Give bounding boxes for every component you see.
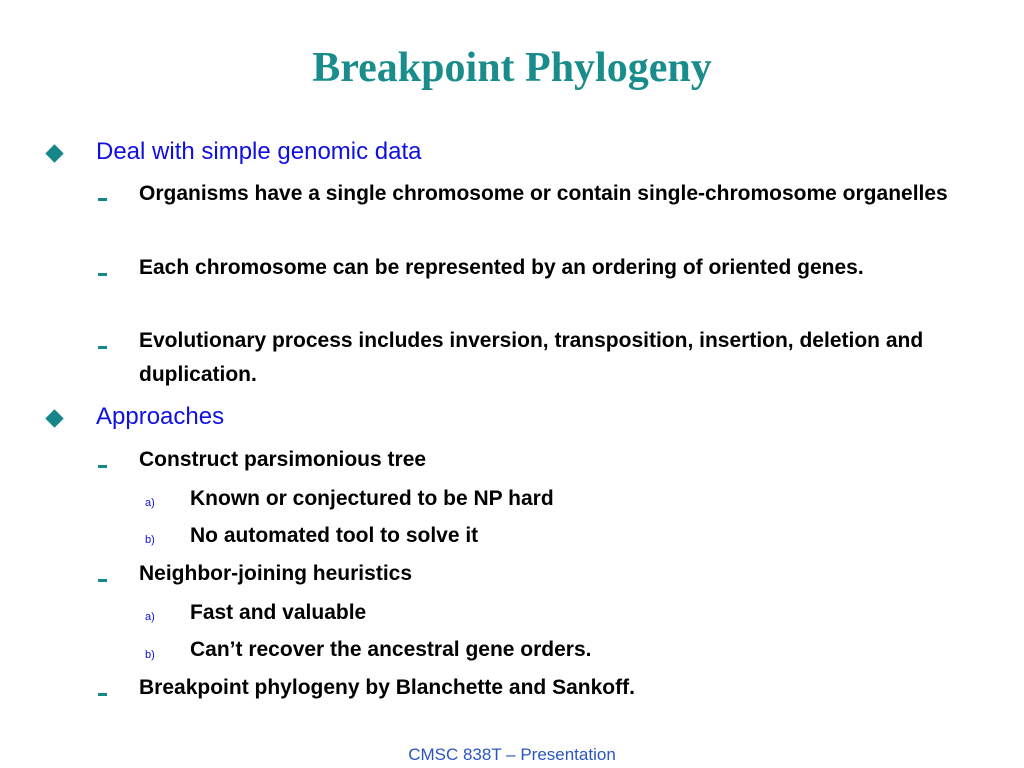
slide-footer: CMSC 838T – Presentation	[408, 745, 616, 764]
bullet-item: Breakpoint phylogeny by Blanchette and Sankoff.	[139, 676, 635, 699]
bullet-item: Neighbor-joining heuristics	[139, 562, 413, 585]
dash-icon	[98, 465, 107, 468]
dash-icon	[98, 579, 107, 582]
diamond-icon	[45, 144, 63, 162]
dash-icon	[98, 198, 107, 201]
sub-bullet-item: No automated tool to solve it	[190, 524, 479, 547]
section-heading: Approaches	[96, 403, 225, 430]
sub-bullet-item: Can’t recover the ancestral gene orders.	[190, 638, 592, 661]
diamond-icon	[45, 409, 63, 427]
slide-title: Breakpoint Phylogeny	[312, 45, 712, 91]
bullet-item: Organisms have a single chromosome or contain single-chromosome organelles	[139, 182, 948, 205]
list-marker: a)	[145, 611, 155, 623]
list-marker: b)	[145, 534, 155, 546]
sub-bullet-item: Fast and valuable	[190, 601, 367, 624]
dash-icon	[98, 693, 107, 696]
dash-icon	[98, 346, 107, 349]
list-marker: b)	[145, 649, 155, 661]
section-heading: Deal with simple genomic data	[96, 138, 422, 165]
bullet-item: Evolutionary process includes inversion, transposition, insertion, deletion and duplication.	[139, 329, 924, 386]
list-marker: a)	[145, 497, 155, 509]
bullet-item: Each chromosome can be represented by an ordering of oriented genes.	[139, 256, 864, 279]
dash-icon	[98, 273, 107, 276]
sub-bullet-item: Known or conjectured to be NP hard	[190, 487, 554, 510]
bullet-item: Construct parsimonious tree	[139, 448, 427, 471]
